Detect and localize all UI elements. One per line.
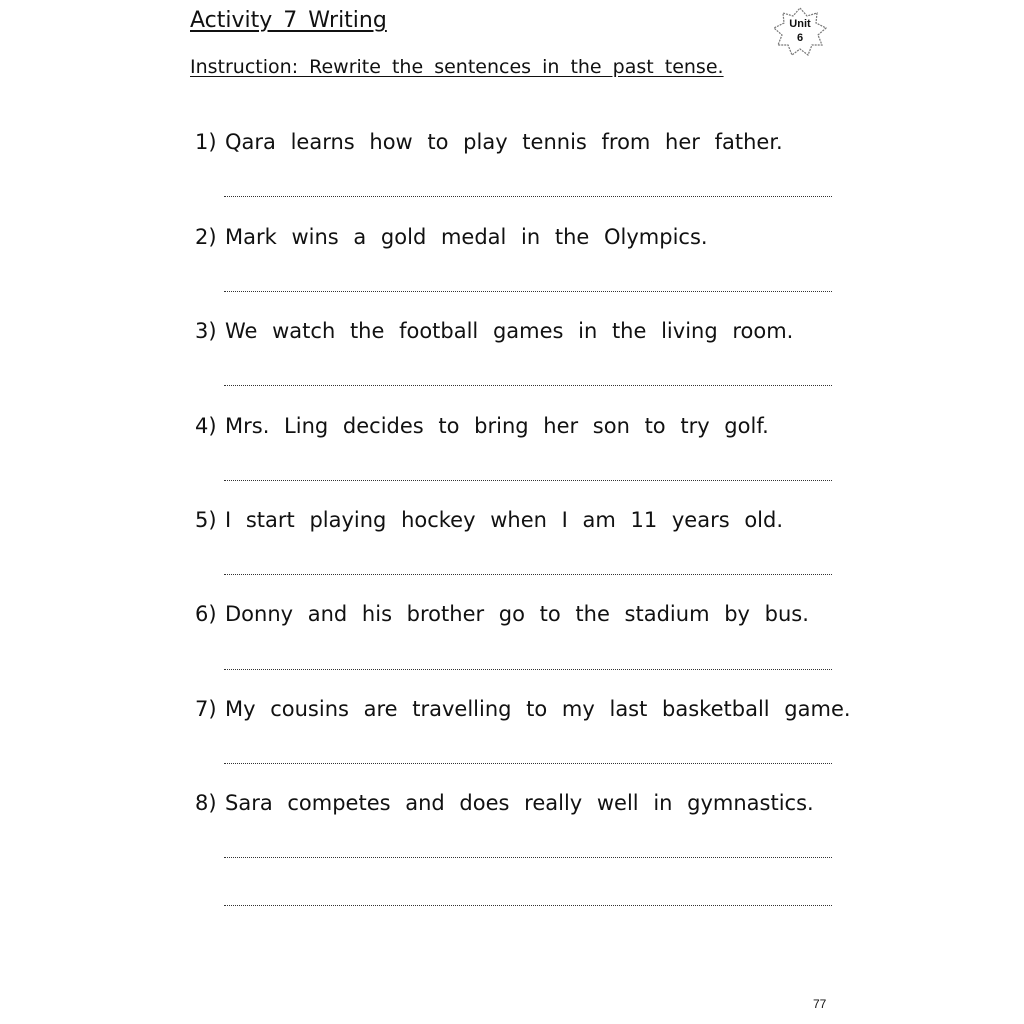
question-text: Donny and his brother go to the stadium by bus. [225, 602, 809, 626]
question-text: We watch the football games in the living room. [225, 319, 794, 343]
question-number: 3) [195, 319, 217, 343]
unit-badge [772, 6, 828, 58]
question-5 [195, 508, 783, 532]
answer-line-7[interactable] [224, 763, 832, 764]
page-number: 77 [813, 997, 827, 1011]
answer-line-8b[interactable] [224, 905, 832, 906]
answer-line-8a[interactable] [224, 857, 832, 858]
question-8 [195, 791, 814, 815]
question-4 [195, 414, 769, 438]
activity-title: Activity 7 Writing [190, 8, 387, 33]
question-2 [195, 225, 708, 249]
question-number: 4) [195, 414, 217, 438]
question-number: 5) [195, 508, 217, 532]
question-text: I start playing hockey when I am 11 years old. [225, 508, 784, 532]
answer-line-4[interactable] [224, 480, 832, 481]
answer-line-2[interactable] [224, 291, 832, 292]
question-6 [195, 602, 809, 626]
question-number: 2) [195, 225, 217, 249]
question-number: 6) [195, 602, 217, 626]
question-number: 8) [195, 791, 217, 815]
answer-line-1[interactable] [224, 196, 832, 197]
unit-number: 6 [796, 32, 804, 44]
question-text: Qara learns how to play tennis from her father. [225, 130, 783, 154]
question-text: Mrs. Ling decides to bring her son to try golf. [225, 414, 769, 438]
question-7 [195, 697, 851, 721]
question-text: Mark wins a gold medal in the Olympics. [225, 225, 708, 249]
question-text: Sara competes and does really well in gymnastics. [225, 791, 814, 815]
answer-line-3[interactable] [224, 385, 832, 386]
question-1 [195, 130, 783, 154]
answer-line-6[interactable] [224, 669, 832, 670]
question-number: 1) [195, 130, 217, 154]
unit-label: Unit [789, 18, 811, 30]
instruction: Instruction: Rewrite the sentences in the past tense. [190, 56, 724, 78]
question-3 [195, 319, 793, 343]
question-text: My cousins are travelling to my last basketball game. [225, 697, 851, 721]
answer-line-5[interactable] [224, 574, 832, 575]
question-number: 7) [195, 697, 217, 721]
